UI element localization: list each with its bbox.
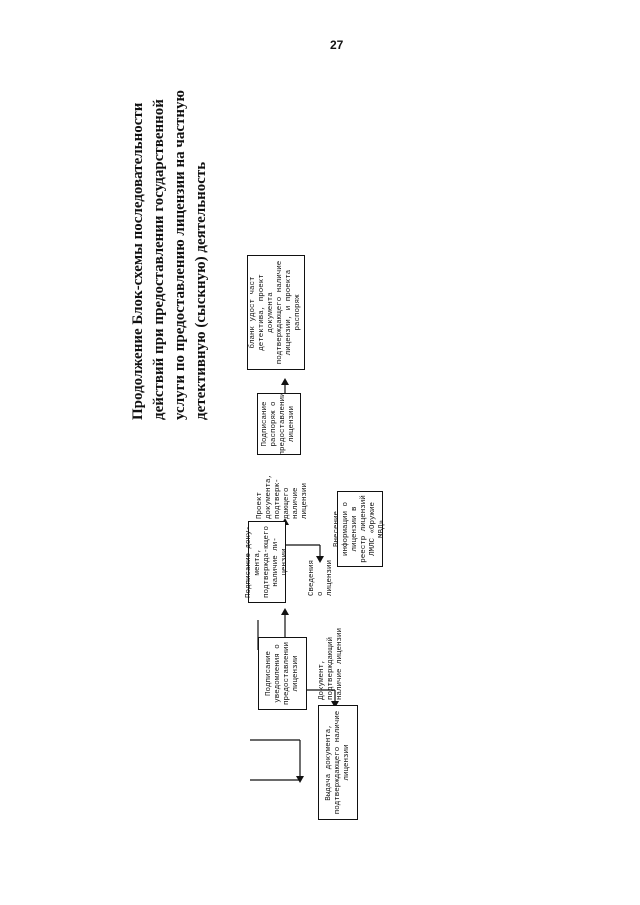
box-issue: Выдача документа, подтверждающего наличие лицензии — [318, 705, 358, 820]
page-title-line-4: детективную (сыскную) деятельность — [193, 161, 209, 420]
box-blank-project: бланк удост част детектива, проект документа подтверждающего наличие лицензии, и проекта распоряж — [247, 255, 305, 370]
label-license-info: Сведения о лицензии — [308, 559, 334, 596]
box-sign-doc: Подписание доку-мента, подтвержда-ющего наличие ли-цензии — [248, 521, 286, 603]
page-title-line-3: услуги по предоставлению лицензии на частную — [172, 90, 188, 420]
page-title-line-1: Продолжение Блок-схемы последовательности — [130, 102, 146, 420]
box-registry: Внесение информации о лицензии в реестр лицензий ЛМЛС «Оружие МВД» — [337, 491, 383, 567]
box-sign-order: Подписание распоряж о предоставлении лицензии — [257, 393, 301, 455]
arrow-head-notice — [281, 608, 289, 615]
page-title-line-2: действий при предоставлении государственной — [151, 99, 167, 420]
arrow-head-top — [281, 378, 289, 385]
label-project-doc: Проект документа, подтверж- дающего наличие лицензии — [256, 473, 309, 519]
page-number: 27 — [330, 38, 344, 52]
box-sign-notice: Подписание уведомления о предоставлении лицензии — [258, 637, 307, 710]
label-document: Документ, подтверждающий наличие лицензии — [318, 627, 344, 700]
